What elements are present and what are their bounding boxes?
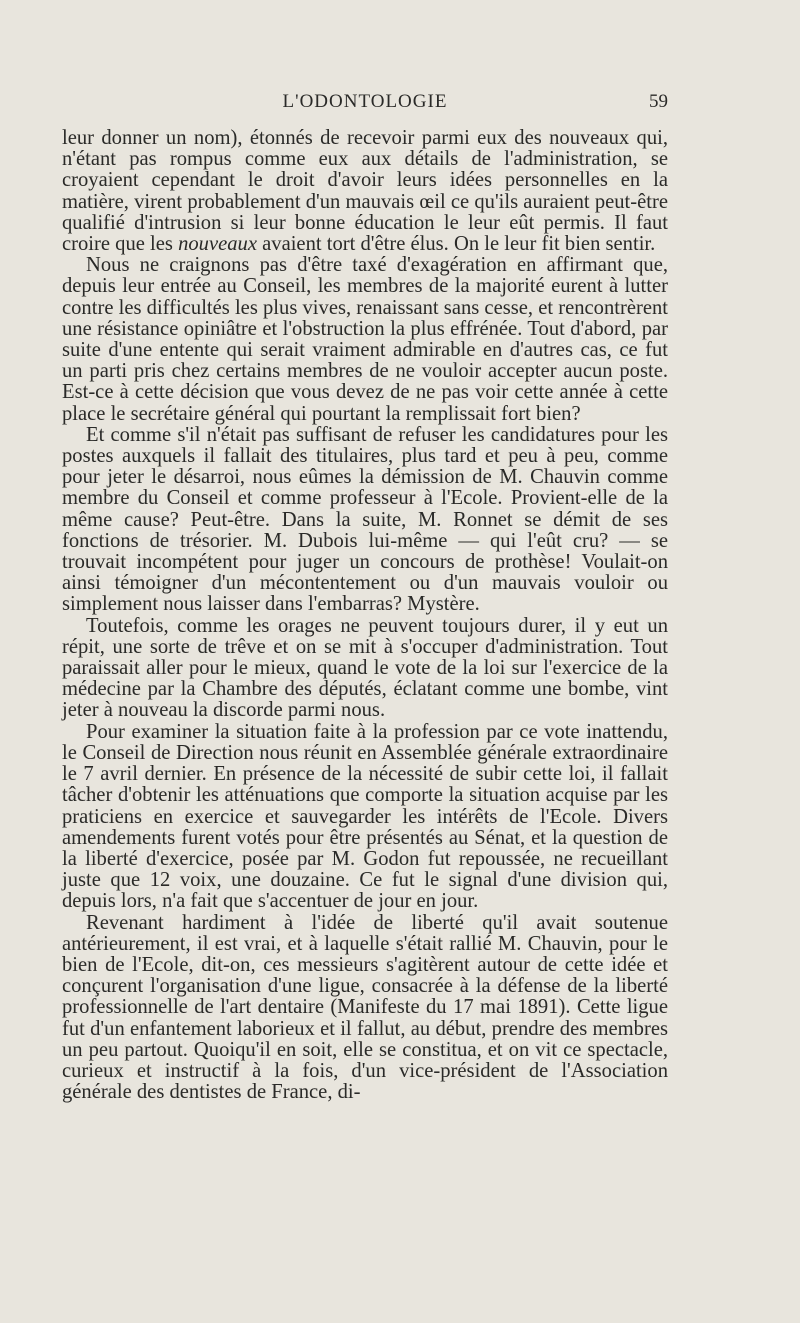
paragraph-3: Et comme s'il n'était pas suffisant de refuser les candidatures pour les postes auxquels il fallait des titulaires, plus tard et peu à peu, comme pour jeter le désarroi, nous eûmes la démission de M. Chauvin comme membre du Conseil et comme professeur à l'Ecole. Provient-elle de la même cause? Peut-être. Dans la suite, M. Ronnet se démit de ses fonctions de trésorier. M. Dubois lui-même — qui l'eût cru? — se trouvait incompétent pour juger un concours de prothèse! Voulait-on ainsi témoigner d'un mécontentement ou d'un mauvais vouloir ou simplement nous laisser dans l'embarras? Mystère. <box>62 423 668 616</box>
paragraph-5: Pour examiner la situation faite à la profession par ce vote inattendu, le Conseil de Direction nous réunit en Assemblée générale extraordinaire le 7 avril dernier. En présence de la nécessité de subir cette loi, il fallait tâcher d'obtenir les atténuations que comporte la situation acquise par les praticiens en exercice et sauvegarder les intérêts de l'Ecole. Divers amendements furent votés pour être présentés au Sénat, et la question de la liberté d'exercice, posée par M. Godon fut repoussée, ne recueillant juste que 12 voix, une douzaine. Ce fut le signal d'une division qui, depuis lors, n'a fait que s'accentuer de jour en jour. <box>62 720 668 913</box>
paragraph-1-text-start: leur donner un nom), étonnés de recevoir parmi eux des nouveaux qui, n'étant pas rompus comme eux aux détails de l'administration, se croyaient cependant le droit d'avoir leurs idées personnelles en la matière, virent probablement d'un mauvais œil ce qu'ils auraient peut-être qualifié d'intrusion si leur bonne éducation le leur eût permis. Il faut croire que les <box>62 127 668 256</box>
paragraph-1 <box>62 128 668 255</box>
running-header <box>62 91 668 115</box>
paragraph-1-text-end: avaient tort d'être élus. On le leur fit bien sentir. <box>256 233 656 256</box>
running-title: L'ODONTOLOGIE <box>282 91 448 112</box>
body-text <box>62 128 668 1103</box>
emphasized-word: nouveaux <box>178 233 257 256</box>
paragraph-2: Nous ne craignons pas d'être taxé d'exagération en affirmant que, depuis leur entrée au Conseil, les membres de la majorité eurent à lutter contre les difficultés les plus vives, renaissant sans cesse, et rencontrèrent une résistance opiniâtre et l'obstruction la plus effrénée. Tout d'abord, par suite d'une entente qui serait vraiment admirable en d'autres cas, ce fut un parti pris chez certains membres de ne vouloir accepter aucun poste. Est-ce à cette décision que vous devez de ne pas voir cette année à cette place le secrétaire général qui pourtant la remplissait fort bien? <box>62 254 668 425</box>
page-number: 59 <box>649 91 668 112</box>
paragraph-4: Toutefois, comme les orages ne peuvent toujours durer, il y eut un répit, une sorte de trêve et on se mit à s'occuper d'administration. Tout paraissait aller pour le mieux, quand le vote de la loi sur l'exercice de la médecine par la Chambre des députés, éclatant comme une bombe, vint jeter à nouveau la discorde parmi nous. <box>62 614 668 722</box>
paragraph-6: Revenant hardiment à l'idée de liberté qu'il avait soutenue antérieurement, il est vrai, et à laquelle s'était rallié M. Chauvin, pour le bien de l'Ecole, dit-on, ces messieurs s'agitèrent autour de cette idée et conçurent l'organisation d'une ligue, consacrée à la défense de la liberté professionnelle de l'art dentaire (Manifeste du 17 mai 1891). Cette ligue fut d'un enfantement laborieux et il fallut, au début, prendre des membres un peu partout. Quoiqu'il en soit, elle se constitua, et on vit ce spectacle, curieux et instructif à la fois, d'un vice-président de l'Association générale des dentistes de France, di- <box>62 911 668 1104</box>
